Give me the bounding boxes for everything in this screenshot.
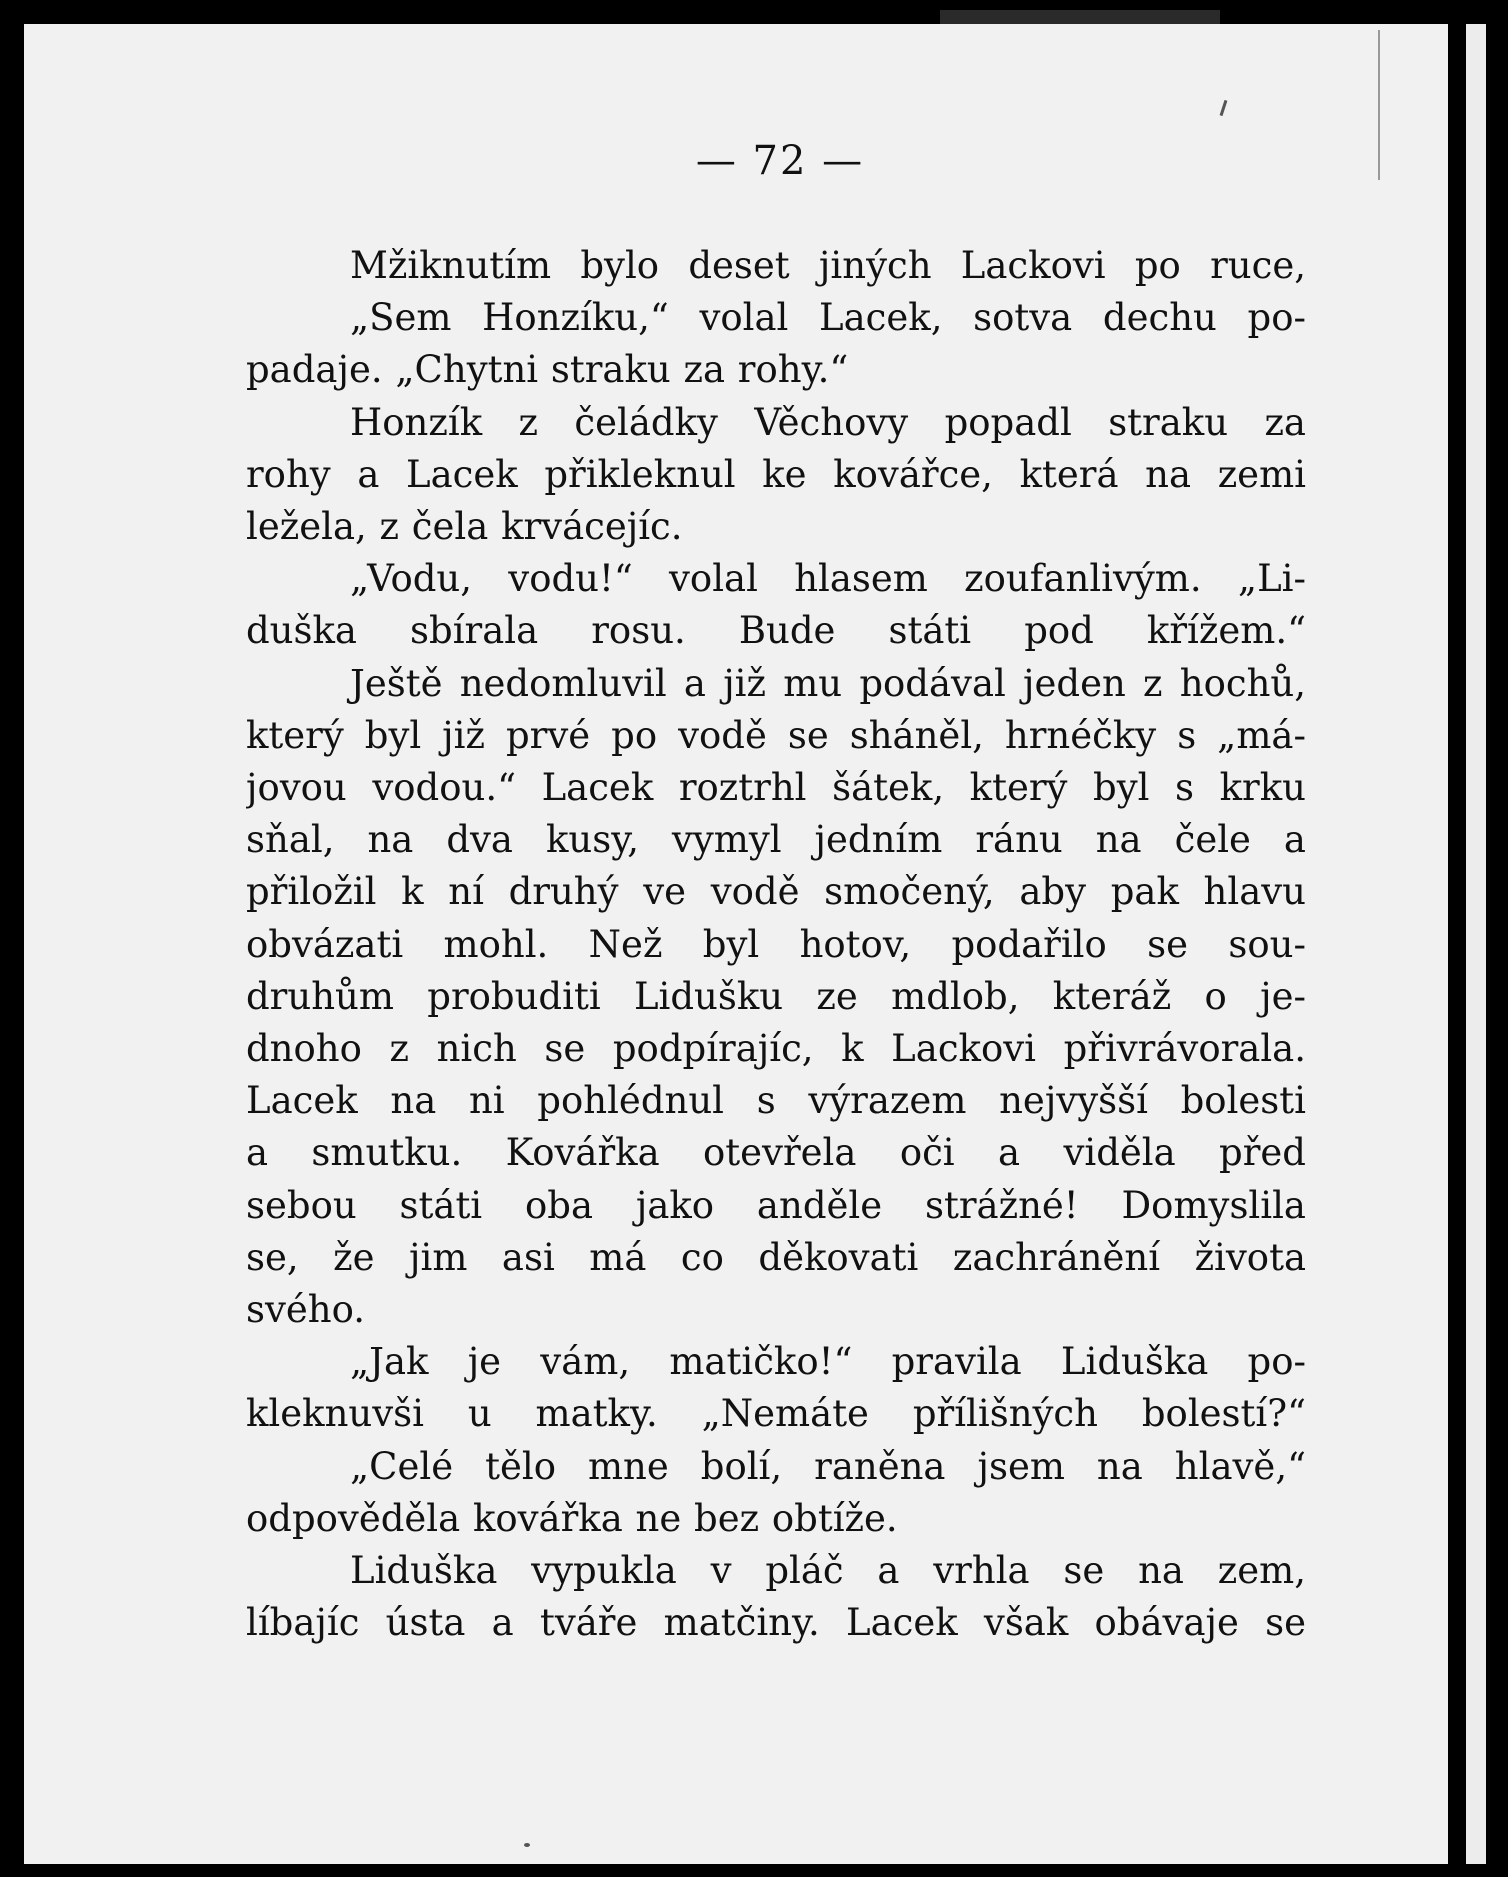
text-line: duška sbírala rosu. Bude státi pod křížem.“ xyxy=(246,609,1306,653)
text-line: ležela, z čela krvácejíc. xyxy=(246,505,683,549)
text-line: a smutku. Kovářka otevřela oči a viděla před xyxy=(246,1131,1306,1175)
text-line: Mžiknutím bylo deset jiných Lackovi po ruce, xyxy=(350,244,1306,287)
page-number: — 72 — xyxy=(695,138,865,184)
text-line: přiložil k ní druhý ve vodě smočený, aby pak hlavu xyxy=(246,870,1306,914)
text-line: rohy a Lacek přikleknul ke kovářce, která na zemi xyxy=(246,452,1306,496)
text-line: Liduška vypukla v pláč a vrhla se na zem, xyxy=(350,1549,1306,1593)
text-line: který byl již prvé po vodě se sháněl, hrnéčky s „má- xyxy=(246,713,1306,757)
text-line: druhům probuditi Lidušku ze mdlob, kteráž o je- xyxy=(246,974,1306,1018)
paper-speck xyxy=(524,1843,530,1847)
text-line: dnoho z nich se podpírajíc, k Lackovi přivrávorala. xyxy=(246,1027,1306,1071)
page-body xyxy=(246,240,1306,1649)
text-line: jovou vodou.“ Lacek roztrhl šátek, který byl s krku xyxy=(246,766,1306,810)
text-line: sňal, na dva kusy, vymyl jedním ránu na čele a xyxy=(246,818,1306,862)
text-line: padaje. „Chytni straku za rohy.“ xyxy=(246,348,849,392)
text-line: kleknuvši u matky. „Nemáte přílišných bolestí?“ xyxy=(246,1392,1306,1436)
text-line: „Sem Honzíku,“ volal Lacek, sotva dechu po- xyxy=(350,296,1306,340)
text-line: sebou státi oba jako anděle strážné! Domyslila xyxy=(246,1183,1306,1227)
text-line: Honzík z čeládky Věchovy popadl straku za xyxy=(350,400,1306,444)
text-line: „Jak je vám, matičko!“ pravila Liduška po- xyxy=(350,1340,1306,1384)
text-line: Lacek na ni pohlédnul s výrazem nejvyšší bolesti xyxy=(246,1079,1306,1123)
text-line: obvázati mohl. Než byl hotov, podařilo se sou- xyxy=(246,922,1306,966)
text-line: líbajíc ústa a tváře matčiny. Lacek však obávaje se xyxy=(246,1601,1306,1645)
text-line: se, že jim asi má co děkovati zachránění života xyxy=(246,1235,1306,1279)
adjacent-page-edge xyxy=(1466,24,1486,1864)
text-line: „Celé tělo mne bolí, raněna jsem na hlavě,“ xyxy=(350,1444,1306,1488)
text-line: „Vodu, vodu!“ volal hlasem zoufanlivým. „Li- xyxy=(350,557,1306,601)
text-line: Ještě nedomluvil a již mu podával jeden z hochů, xyxy=(350,661,1306,705)
text-line: odpověděla kovářka ne bez obtíže. xyxy=(246,1496,898,1540)
text-line: svého. xyxy=(246,1288,366,1332)
